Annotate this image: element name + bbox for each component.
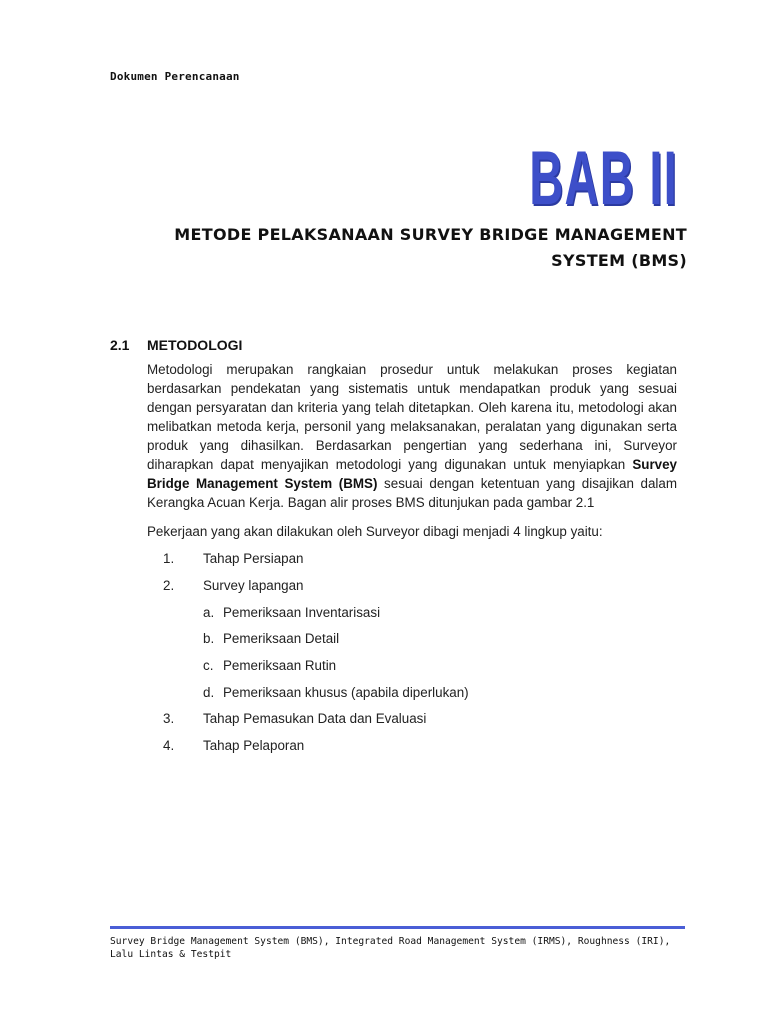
document-footer: [110, 935, 690, 961]
list-item-number: 1.: [163, 551, 175, 566]
paragraph-text-1: Metodologi merupakan rangkaian prosedur untuk melakukan proses kegiatan berdasarkan pendekatan yang sistematis untuk mendapatkan produk yang sesuai dengan persyaratan dan kriteria yang telah ditetapkan. Oleh karena itu, metodologi akan melibatkan metoda kerja, personil yang melaksanakan, peralatan yang digunakan serta produk yang dihasilkan. Berdasarkan pengertian yang sederhana ini, Surveyor diharapkan dapat menyajikan metodologi yang digunakan untuk menyiapkan: [147, 362, 677, 472]
list-item-number: 3.: [163, 711, 175, 726]
sub-item-letter: a.: [203, 605, 215, 620]
sub-list-item: [203, 631, 339, 646]
sub-item-letter: d.: [203, 685, 215, 700]
title-line-1: METODE PELAKSANAAN SURVEY BRIDGE MANAGEMENT: [174, 225, 687, 244]
list-item: [163, 578, 304, 593]
list-item-number: 2.: [163, 578, 175, 593]
list-item-number: 4.: [163, 738, 175, 753]
paragraph-bold-term: Survey Bridge Management System (BMS): [147, 457, 677, 491]
list-item-label: Tahap Persiapan: [203, 551, 304, 566]
section-number: 2.1: [110, 337, 130, 353]
sub-list-item: [203, 605, 380, 620]
scope-intro: Pekerjaan yang akan dilakukan oleh Surveyor dibagi menjadi 4 lingkup yaitu:: [147, 524, 603, 539]
sub-item-label: Pemeriksaan Inventarisasi: [223, 605, 381, 620]
document-header-label: Dokumen Perencanaan: [110, 70, 240, 83]
footer-divider: [110, 926, 685, 929]
sub-list-item: [203, 685, 469, 700]
sub-item-letter: b.: [203, 631, 215, 646]
sub-item-label: Pemeriksaan Rutin: [223, 658, 337, 673]
paragraph-text-2: sesuai dengan ketentuan yang disajikan dalam Kerangka Acuan Kerja. Bagan alir proses BMS ditunjukan pada gambar 2.1: [147, 476, 677, 510]
document-title: [150, 222, 687, 274]
methodology-paragraph: [147, 360, 677, 512]
list-item-label: Survey lapangan: [203, 578, 304, 593]
list-item: [163, 711, 426, 726]
list-item: [163, 551, 304, 566]
section-title: METODOLOGI: [147, 337, 243, 353]
sub-item-label: Pemeriksaan Detail: [223, 631, 340, 646]
title-line-2: SYSTEM (BMS): [551, 251, 687, 270]
footer-line-2: Lalu Lintas & Testpit: [110, 949, 232, 960]
sub-item-letter: c.: [203, 658, 214, 673]
section-heading: [110, 337, 242, 353]
list-item-label: Tahap Pemasukan Data dan Evaluasi: [203, 711, 427, 726]
list-item-label: Tahap Pelaporan: [203, 738, 305, 753]
footer-line-1: Survey Bridge Management System (BMS), Integrated Road Management System (IRMS), Roughness (IRI),: [110, 936, 671, 947]
list-item: [163, 738, 304, 753]
chapter-badge: BAB II: [529, 136, 678, 221]
sub-item-label: Pemeriksaan khusus (apabila diperlukan): [223, 685, 469, 700]
sub-list-item: [203, 658, 336, 673]
